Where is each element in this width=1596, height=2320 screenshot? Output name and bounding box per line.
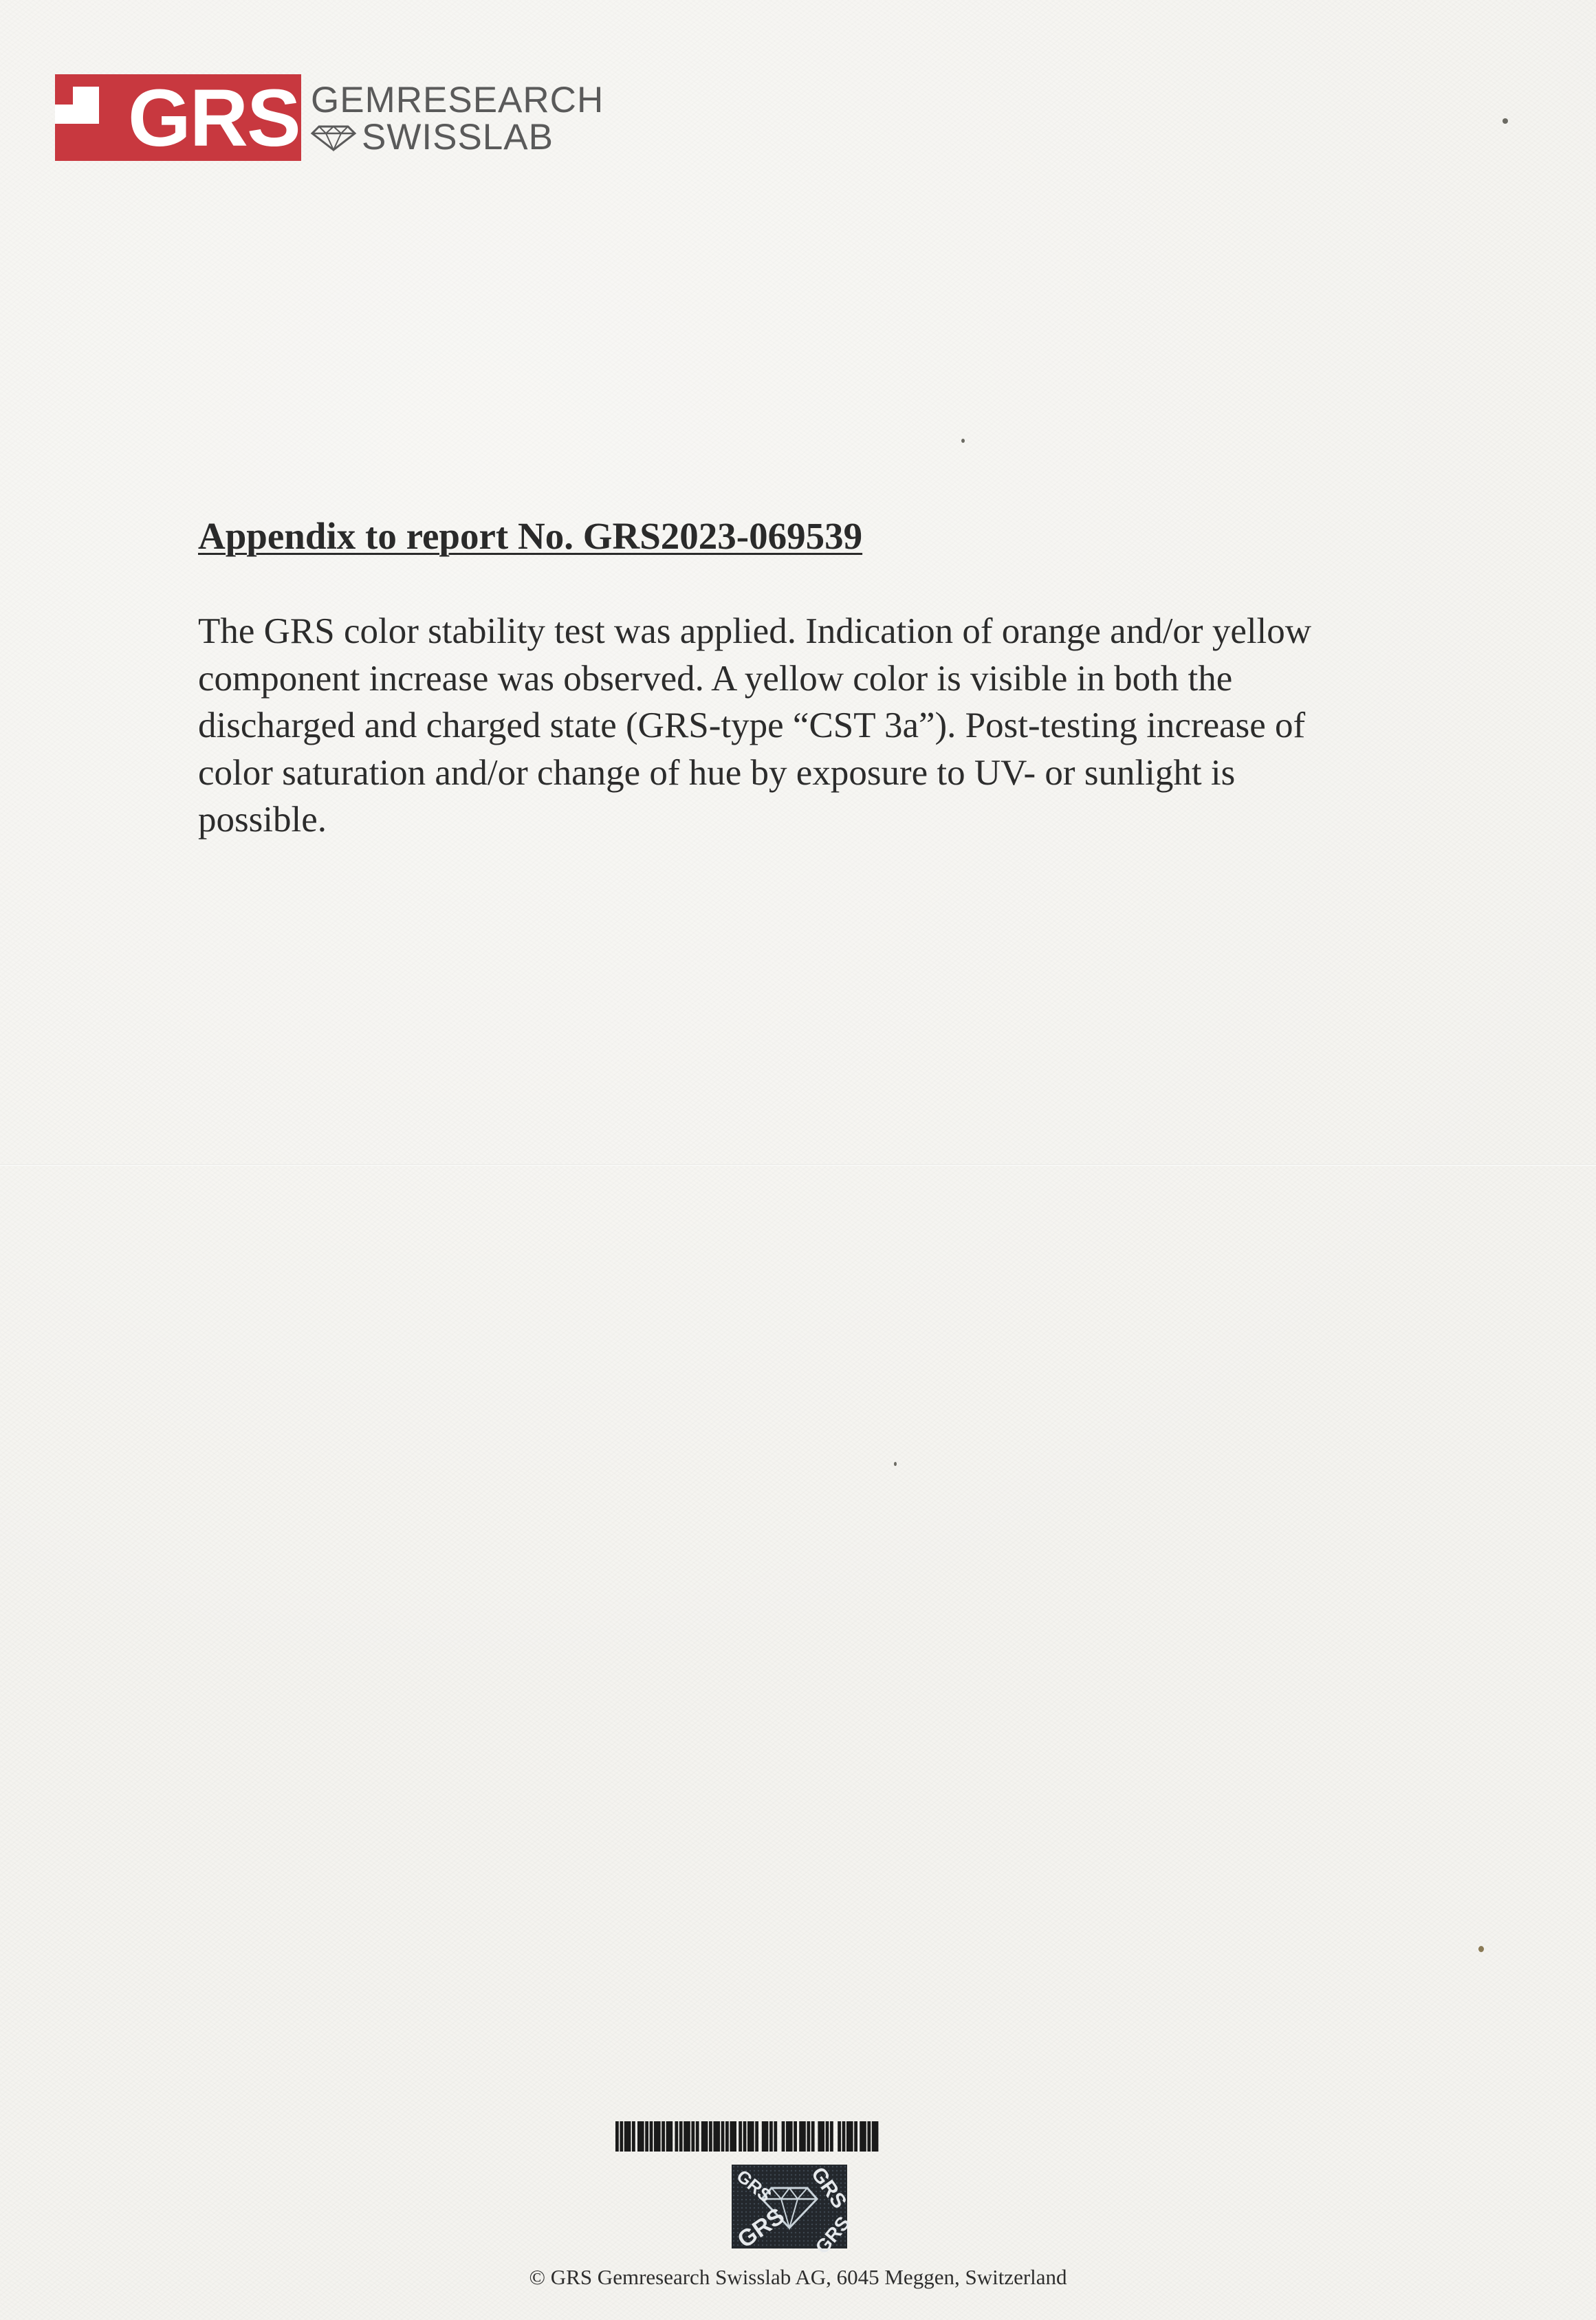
barcode-bar xyxy=(826,2121,829,2152)
logo-swisslab-row xyxy=(311,118,554,157)
barcode-bar xyxy=(830,2121,833,2152)
barcode-bar xyxy=(691,2121,695,2152)
barcode-icon xyxy=(615,2121,961,2152)
paragraph-line: possible. xyxy=(198,800,327,840)
logo-gemresearch-text: GEMRESEARCH xyxy=(311,80,604,120)
paper-speck xyxy=(894,1462,897,1466)
barcode-bar xyxy=(799,2121,806,2152)
barcode-bar xyxy=(755,2121,758,2152)
barcode-bar xyxy=(730,2121,736,2152)
fold-line xyxy=(0,1164,1596,1166)
appendix-paragraph xyxy=(198,608,1477,844)
paragraph-line: discharged and charged state (GRS-type “CST 3a”). Post-testing increase of xyxy=(198,705,1306,745)
barcode-bar xyxy=(709,2121,712,2152)
barcode-bar xyxy=(807,2121,810,2152)
appendix-heading: Appendix to report No. GRS2023-069539 xyxy=(198,515,863,557)
barcode-bar xyxy=(620,2121,623,2152)
barcode-bar xyxy=(721,2121,725,2152)
barcode-bar xyxy=(811,2121,815,2152)
paper-speck xyxy=(1502,118,1508,124)
barcode-bar xyxy=(654,2121,661,2152)
seal-text-upper-left: GRS xyxy=(732,2165,776,2207)
barcode-bar xyxy=(818,2121,824,2152)
barcode-bar xyxy=(624,2121,631,2152)
barcode-bar xyxy=(637,2121,644,2152)
barcode-bar xyxy=(747,2121,754,2152)
barcode-bar xyxy=(739,2121,742,2152)
barcode-bar xyxy=(675,2121,678,2152)
barcode-bar xyxy=(774,2121,777,2152)
barcode-bar xyxy=(632,2121,635,2152)
barcode-bar xyxy=(650,2121,653,2152)
barcode-bar xyxy=(794,2121,797,2152)
barcode-bar xyxy=(684,2121,690,2152)
paper-speck xyxy=(1478,1946,1484,1952)
barcode-bar xyxy=(782,2121,785,2152)
seal-text-lower-left: GRS xyxy=(732,2202,789,2254)
logo-grs-wordmark: GRS xyxy=(128,73,300,164)
paragraph-line: The GRS color stability test was applied. Indication of orange and/or yellow xyxy=(198,611,1312,651)
barcode-bar xyxy=(842,2121,846,2152)
barcode-bar xyxy=(696,2121,699,2152)
paragraph-line: component increase was observed. A yellow color is visible in both the xyxy=(198,658,1233,699)
barcode-bar xyxy=(762,2121,769,2152)
barcode-bar xyxy=(666,2121,673,2152)
barcode-bar xyxy=(838,2121,841,2152)
barcode-bar xyxy=(786,2121,793,2152)
grs-logo xyxy=(55,73,604,164)
barcode-bar xyxy=(867,2121,871,2152)
footer-copyright: © GRS Gemresearch Swisslab AG, 6045 Meggen, Switzerland xyxy=(529,2265,1067,2289)
logo-swisslab-text: SWISSLAB xyxy=(362,117,554,157)
barcode-bar xyxy=(713,2121,720,2152)
barcode-bar xyxy=(846,2121,853,2152)
barcode-bar xyxy=(769,2121,773,2152)
seal-text-upper-right: GRS xyxy=(807,2163,851,2213)
barcode-bar xyxy=(662,2121,665,2152)
paper-speck xyxy=(961,439,965,443)
barcode-bar xyxy=(743,2121,747,2152)
diamond-icon xyxy=(311,124,356,151)
barcode-bar xyxy=(645,2121,648,2152)
barcode-bar xyxy=(725,2121,729,2152)
paragraph-line: color saturation and/or change of hue by exposure to UV- or sunlight is xyxy=(198,752,1236,793)
seal-text-lower-right: GRS xyxy=(811,2212,855,2258)
barcode-bar xyxy=(701,2121,708,2152)
hologram-seal-icon xyxy=(732,2163,855,2258)
barcode-bar xyxy=(615,2121,619,2152)
barcode-bar xyxy=(860,2121,866,2152)
barcode-bar xyxy=(872,2121,879,2152)
hologram-seal-graphic xyxy=(732,2163,855,2258)
barcode-bar xyxy=(854,2121,857,2152)
barcode-bar xyxy=(679,2121,683,2152)
